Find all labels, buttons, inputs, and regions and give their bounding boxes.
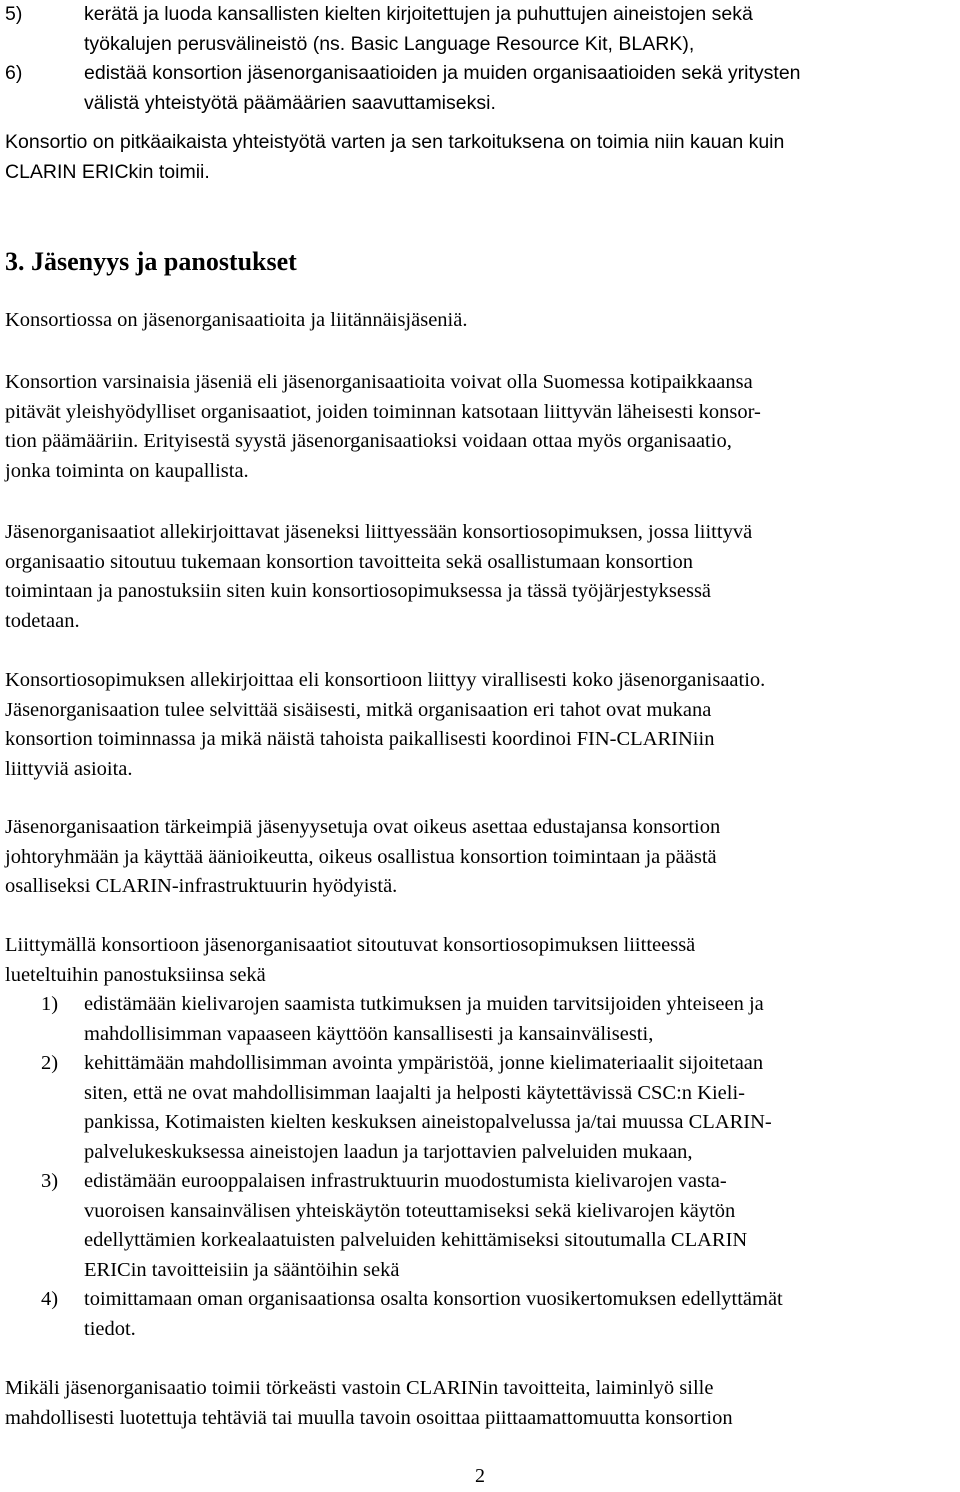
list-number: 4) (41, 1288, 59, 1310)
text-line: välistä yhteistyötä päämäärien saavuttamiseksi. (84, 91, 496, 114)
text-line: kehittämään mahdollisimman avointa ympäristöä, jonne kielimateriaalit sijoitetaan (84, 1052, 764, 1074)
list-number: 6) (5, 62, 23, 84)
text-line: Konsortiossa on jäsenorganisaatioita ja liitännäisjäseniä. (5, 309, 468, 331)
text-line: mahdollisesti luotettuja tehtäviä tai muulla tavoin osoittaa piittaamattomuutta konsortion (5, 1406, 733, 1429)
text-line: tiedot. (84, 1317, 136, 1340)
text-line: Jäsenorganisaation tärkeimpiä jäsenyysetuja ovat oikeus asettaa edustajansa konsortion (5, 816, 721, 838)
list-text (84, 1049, 960, 1167)
text-line: ERICin tavoitteisiin ja sääntöihin sekä (84, 1258, 400, 1281)
text-line: palvelukeskuksessa aineistojen laadun ja tarjottavien palveluiden mukaan, (84, 1140, 693, 1163)
text-line: mahdollisimman vapaaseen käyttöön kansallisesti ja kansainvälisesti, (84, 1022, 654, 1045)
paragraph-organisation (5, 666, 955, 784)
text-line: johtoryhmään ja käyttää äänioikeutta, oikeus osallistua konsortion toimintaan ja päästä (5, 845, 717, 868)
paragraph-final (5, 1374, 955, 1433)
text-line: CLARIN ERICkin toimii. (5, 160, 210, 183)
text-line: edistämään eurooppalaisen infrastruktuurin muodostumista kielivarojen vasta- (84, 1170, 727, 1192)
text-line: konsortion toiminnassa ja mikä näistä tahoista paikallisesti koordinoi FIN-CLARINiin (5, 728, 715, 750)
paragraph-signing (5, 518, 955, 636)
text-line: Konsortion varsinaisia jäseniä eli jäsenorganisaatioita voivat olla Suomessa kotipaikkaansa (5, 371, 753, 393)
list-text (84, 990, 960, 1049)
list-number: 2) (41, 1052, 59, 1074)
text-line: jonka toiminta on kaupallista. (5, 459, 249, 482)
text-line: Jäsenorganisaation tulee selvittää sisäisesti, mitkä organisaation eri tahot ovat mukana (5, 698, 712, 721)
section-heading: 3. Jäsenyys ja panostukset (5, 247, 297, 276)
paragraph-commitments-intro (5, 931, 955, 990)
text-line: todetaan. (5, 609, 80, 632)
list-text (84, 1285, 960, 1344)
text-line: Konsortiosopimuksen allekirjoittaa eli konsortioon liittyy virallisesti koko jäsenorganisaatio. (5, 669, 766, 691)
list-number: 5) (5, 3, 23, 25)
text-line: toimittamaan oman organisaationsa osalta konsortion vuosikertomuksen edellyttämät (84, 1288, 783, 1310)
text-line: osalliseksi CLARIN-infrastruktuurin hyödyistä. (5, 875, 398, 897)
paragraph-members (5, 306, 955, 336)
paragraph-benefits (5, 813, 955, 902)
text-line: pankissa, Kotimaisten kielten keskuksen aineistopalvelussa ja/tai muussa CLARIN- (84, 1111, 772, 1133)
text-line: lueteltuihin panostuksiinsa sekä (5, 963, 266, 986)
paragraph-actual-members (5, 368, 955, 486)
consortium-paragraph (5, 128, 955, 187)
text-line: Jäsenorganisaatiot allekirjoittavat jäseneksi liittyessään konsortiosopimuksen, jossa liittyvä (5, 521, 753, 543)
text-line: työkalujen perusvälineistö (ns. Basic Language Resource Kit, BLARK), (84, 32, 695, 55)
text-line: toimintaan ja panostuksiin siten kuin konsortiosopimuksessa ja tässä työjärjestyksessä (5, 580, 712, 602)
text-line: pitävät yleishyödylliset organisaatiot, joiden toiminnan katsotaan liittyvän läheisesti konsor- (5, 400, 761, 423)
list-number: 1) (41, 993, 59, 1015)
list-text (84, 0, 960, 59)
list-number: 3) (41, 1170, 59, 1192)
text-line: liittyviä asioita. (5, 757, 133, 780)
text-line: edistää konsortion jäsenorganisaatioiden ja muiden organisaatioiden sekä yritysten (84, 62, 801, 84)
text-line: siten, että ne ovat mahdollisimman laajalti ja helposti käytettävissä CSC:n Kieli- (84, 1081, 745, 1104)
text-line: kerätä ja luoda kansallisten kielten kirjoitettujen ja puhuttujen aineistojen sekä (84, 3, 753, 25)
text-line: Konsortio on pitkäaikaista yhteistyötä varten ja sen tarkoituksena on toimia niin kauan kuin (5, 131, 785, 153)
text-line: Liittymällä konsortioon jäsenorganisaatiot sitoutuvat konsortiosopimuksen liitteessä (5, 934, 696, 956)
text-line: organisaatio sitoutuu tukemaan konsortion tavoitteita sekä osallistumaan konsortion (5, 550, 693, 573)
text-line: tion päämääriin. Erityisestä syystä jäsenorganisaatioksi voidaan ottaa myös organisaatio, (5, 430, 732, 452)
list-text (84, 59, 960, 118)
text-line: Mikäli jäsenorganisaatio toimii törkeästi vastoin CLARINin tavoitteita, laiminlyö sille (5, 1377, 714, 1399)
list-text (84, 1167, 960, 1285)
text-line: vuoroisen kansainvälisen yhteiskäytön toteuttamiseksi sekä kielivarojen käytön (84, 1199, 736, 1222)
text-line: edistämään kielivarojen saamista tutkimuksen ja muiden tarvitsijoiden yhteiseen ja (84, 993, 764, 1015)
page-number: 2 (475, 1465, 485, 1487)
text-line: edellyttämien korkealaatuisten palveluiden kehittämiseksi sitoutumalla CLARIN (84, 1229, 748, 1251)
